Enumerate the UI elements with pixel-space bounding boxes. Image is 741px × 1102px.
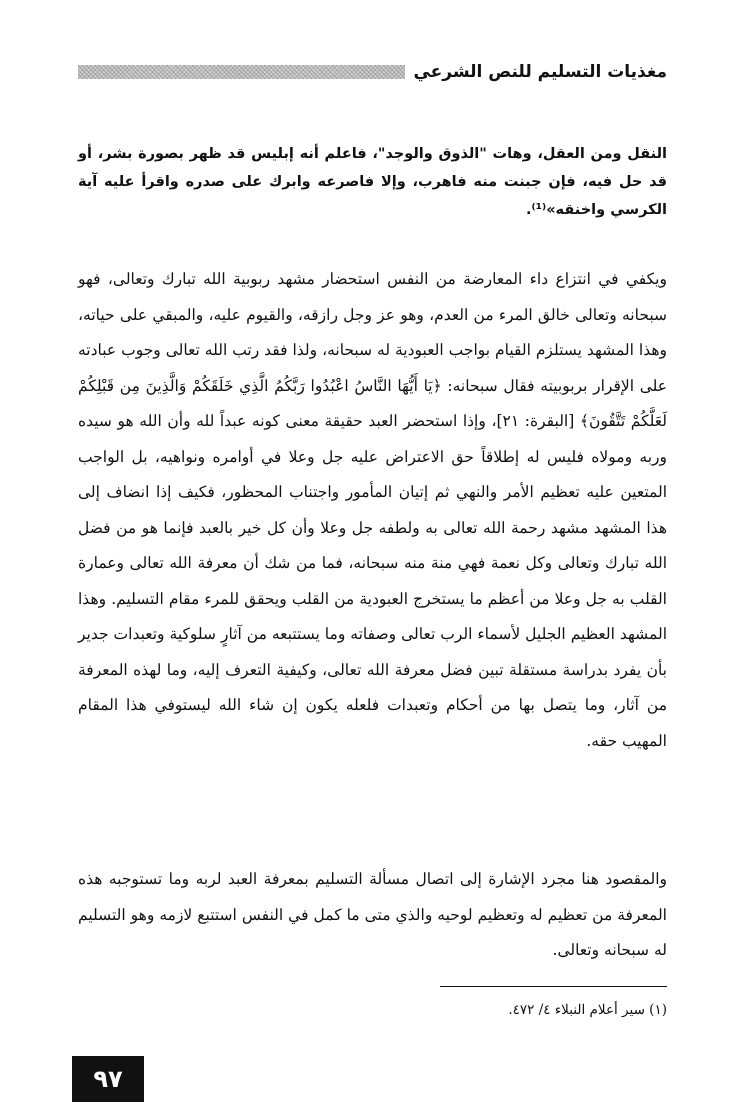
footnote: (١) سير أعلام النبلاء ٤/ ٤٧٢. xyxy=(508,1002,667,1018)
page-number xyxy=(72,1056,144,1102)
running-header xyxy=(78,58,667,86)
body-paragraph-1: ويكفي في انتزاع داء المعارضة من النفس استحضار مشهد ربوبية الله تبارك وتعالى، فهو سبحانه وتعالى خالق المرء من العدم، وهو عز وجل رازقه، والقيوم عليه، والمبقي على حياته، وهذا المشهد يستلزم القيام بواجب العبودية له سبحانه، ولذا فقد رتب الله تعالى وجوب عبادته على الإقرار بربوبيته فقال سبحانه: ﴿يَا أَيُّهَا النَّاسُ اعْبُدُوا رَبَّكُمُ الَّذِي خَلَقَكُمْ وَالَّذِينَ مِن قَبْلِكُمْ لَعَلَّكُمْ تَتَّقُونَ﴾ [البقرة: ٢١]، وإذا استحضر العبد حقيقة معنى كونه عبداً لله وأن الله هو سيده وربه ومولاه فليس له إطلاقاً حق الاعتراض عليه جل وعلا في أوامره ونواهيه، بل الواجب المتعين عليه تعظيم الأمر والنهي ثم إتيان المأمور واجتناب المحظور، فكيف إذا انضاف إلى هذا المشهد مشهد رحمة الله تعالى به ولطفه جل وعلا وأن كل خير بالعبد فإنما هو من فضل الله تبارك وتعالى وكل نعمة فهي منة منه سبحانه، فما من شك أن معرفة الله تعالى وعمارة القلب به جل وعلا من أعظم ما يستخرج العبودية من القلب ويحقق للمرء مقام التسليم. وهذا المشهد العظيم الجليل لأسماء الرب تعالى وصفاته وما يستتبعه من آثارٍ سلوكية وتعبدات جدير بأن يفرد بدراسة مستقلة تبين فضل معرفة الله تعالى، وكيفية التعرف إليه، وما لهذه المعرفة من آثار، وما يتصل بها من أحكام وتعبدات فلعله يكون إن شاء الله ليستوفي هذا المقام المهيب حقه. xyxy=(78,270,667,750)
running-header-title: مغذيات التسليم للنص الشرعي xyxy=(413,62,667,82)
body-paragraph-2: والمقصود هنا مجرد الإشارة إلى اتصال مسألة التسليم بمعرفة العبد لربه وما تستوجبه هذه المعرفة من تعظيم له وتعظيم لوحيه والذي متى ما كمل في النفس استتبع لازمه وهو التسليم له سبحانه وتعالى. xyxy=(78,870,667,959)
quoted-text-block: النقل ومن العقل، وهات "الذوق والوجد"، فاعلم أنه إبليس قد ظهر بصورة بشر، أو قد حل فيه، فإن جبنت منه فاهرب، وإلا فاصرعه وابرك على صدره واقرأ عليه آية الكرسي واخنقه»⁽¹⁾. xyxy=(78,146,667,218)
page-number-label: ٩٧ xyxy=(93,1065,123,1093)
footnote-separator xyxy=(440,986,667,987)
header-decorative-band xyxy=(78,65,405,79)
